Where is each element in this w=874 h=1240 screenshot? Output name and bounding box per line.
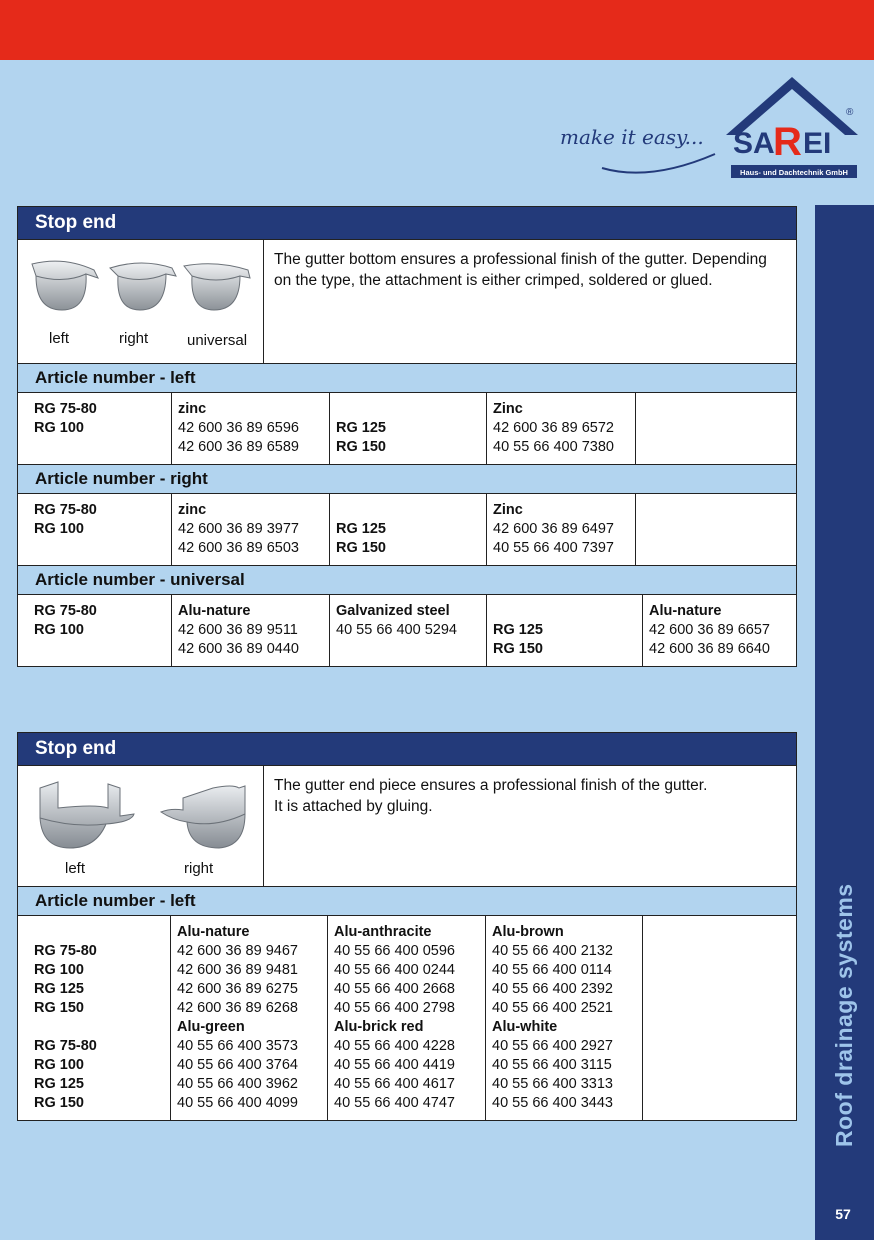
stop-end-panel-1 [17, 206, 797, 667]
number-cell: Alu-nature 42 600 36 89 6657 42 600 36 89 6640 [643, 595, 797, 666]
article-table-left-colors [18, 916, 796, 1120]
number-cell: zinc 42 600 36 89 6596 42 600 36 89 6589 [172, 393, 330, 464]
image-caption: right [184, 860, 214, 877]
number-cell: Zinc 42 600 36 89 6497 40 55 66 400 7397 [487, 494, 636, 565]
article-heading-universal: Article number - universal [18, 565, 796, 595]
product-description: The gutter bottom ensures a professional finish of the gutter. Depending on the type, the attachment is either crimped, soldered or glued. [274, 251, 767, 289]
slogan-swoosh [600, 148, 720, 178]
stop-end-universal-image [180, 254, 252, 316]
sidebar-title: Roof drainage systems [831, 883, 857, 1147]
empty-cell [636, 393, 797, 464]
article-heading-left: Article number - left [18, 886, 796, 916]
article-heading-right: Article number - right [18, 464, 796, 494]
size-cell: RG 75-80 RG 100 RG 125 RG 150 RG 75-80 RG 100 RG 125 RG 150 [34, 943, 97, 1111]
stop-end-right-image [106, 254, 178, 316]
svg-text:R: R [773, 120, 802, 164]
product-images [18, 766, 264, 886]
number-cell: Alu-anthracite 40 55 66 400 0596 40 55 66 400 0244 40 55 66 400 2668 40 55 66 400 2798 Alu-brick red 40 55 66 400 4228 40 55 66 400 4419 40 55 66 400 4617 40 55 66 400 4747 [328, 916, 486, 1120]
size-cell: RG 75-80 RG 100 [34, 401, 97, 436]
size-cell: RG 75-80 RG 100 [34, 502, 97, 537]
product-images [18, 240, 264, 363]
top-red-bar [0, 0, 874, 60]
svg-text:EI: EI [803, 127, 832, 160]
svg-text:SA: SA [733, 127, 775, 160]
size-cell: RG 75-80 RG 100 [34, 603, 97, 638]
product-description: The gutter end piece ensures a professional finish of the gutter. It is attached by gluing. [274, 777, 708, 815]
image-caption: right [119, 330, 149, 347]
number-cell: zinc 42 600 36 89 3977 42 600 36 89 6503 [172, 494, 330, 565]
size-cell: RG 125 RG 150 [330, 494, 487, 565]
panel-title: Stop end [18, 207, 796, 240]
panel-title: Stop end [18, 733, 796, 766]
empty-cell [643, 916, 797, 1120]
product-intro [18, 240, 796, 363]
article-table-universal [18, 595, 796, 666]
article-heading-left: Article number - left [18, 363, 796, 393]
svg-text:®: ® [846, 107, 854, 118]
end-piece-right-image [153, 778, 253, 854]
empty-cell [636, 494, 797, 565]
product-intro [18, 766, 796, 886]
stop-end-panel-2 [17, 732, 797, 1121]
size-cell: RG 125 RG 150 [330, 393, 487, 464]
sarei-logo [725, 75, 860, 185]
page-number: 57 [835, 1206, 851, 1222]
article-table-left [18, 393, 796, 464]
stop-end-left-image [28, 254, 100, 316]
image-caption: left [65, 860, 86, 877]
number-cell: Alu-nature 42 600 36 89 9511 42 600 36 89 0440 [172, 595, 330, 666]
number-cell: Alu-brown 40 55 66 400 2132 40 55 66 400 0114 40 55 66 400 2392 40 55 66 400 2521 Alu-white 40 55 66 400 2927 40 55 66 400 3115 40 55 66 400 3313 40 55 66 400 3443 [486, 916, 643, 1120]
image-caption: universal [187, 332, 248, 349]
number-cell: Alu-nature 42 600 36 89 9467 42 600 36 89 9481 42 600 36 89 6275 42 600 36 89 6268 Alu-green 40 55 66 400 3573 40 55 66 400 3764 40 55 66 400 3962 40 55 66 400 4099 [171, 916, 328, 1120]
end-piece-left-image [36, 778, 136, 854]
article-table-right [18, 494, 796, 565]
number-cell: Galvanized steel 40 55 66 400 5294 [330, 595, 487, 666]
size-cell: RG 125 RG 150 [487, 595, 643, 666]
image-caption: left [49, 330, 70, 347]
svg-text:Haus- und Dachtechnik GmbH: Haus- und Dachtechnik GmbH [740, 168, 848, 177]
slogan: make it easy... [560, 125, 704, 149]
number-cell: Zinc 42 600 36 89 6572 40 55 66 400 7380 [487, 393, 636, 464]
